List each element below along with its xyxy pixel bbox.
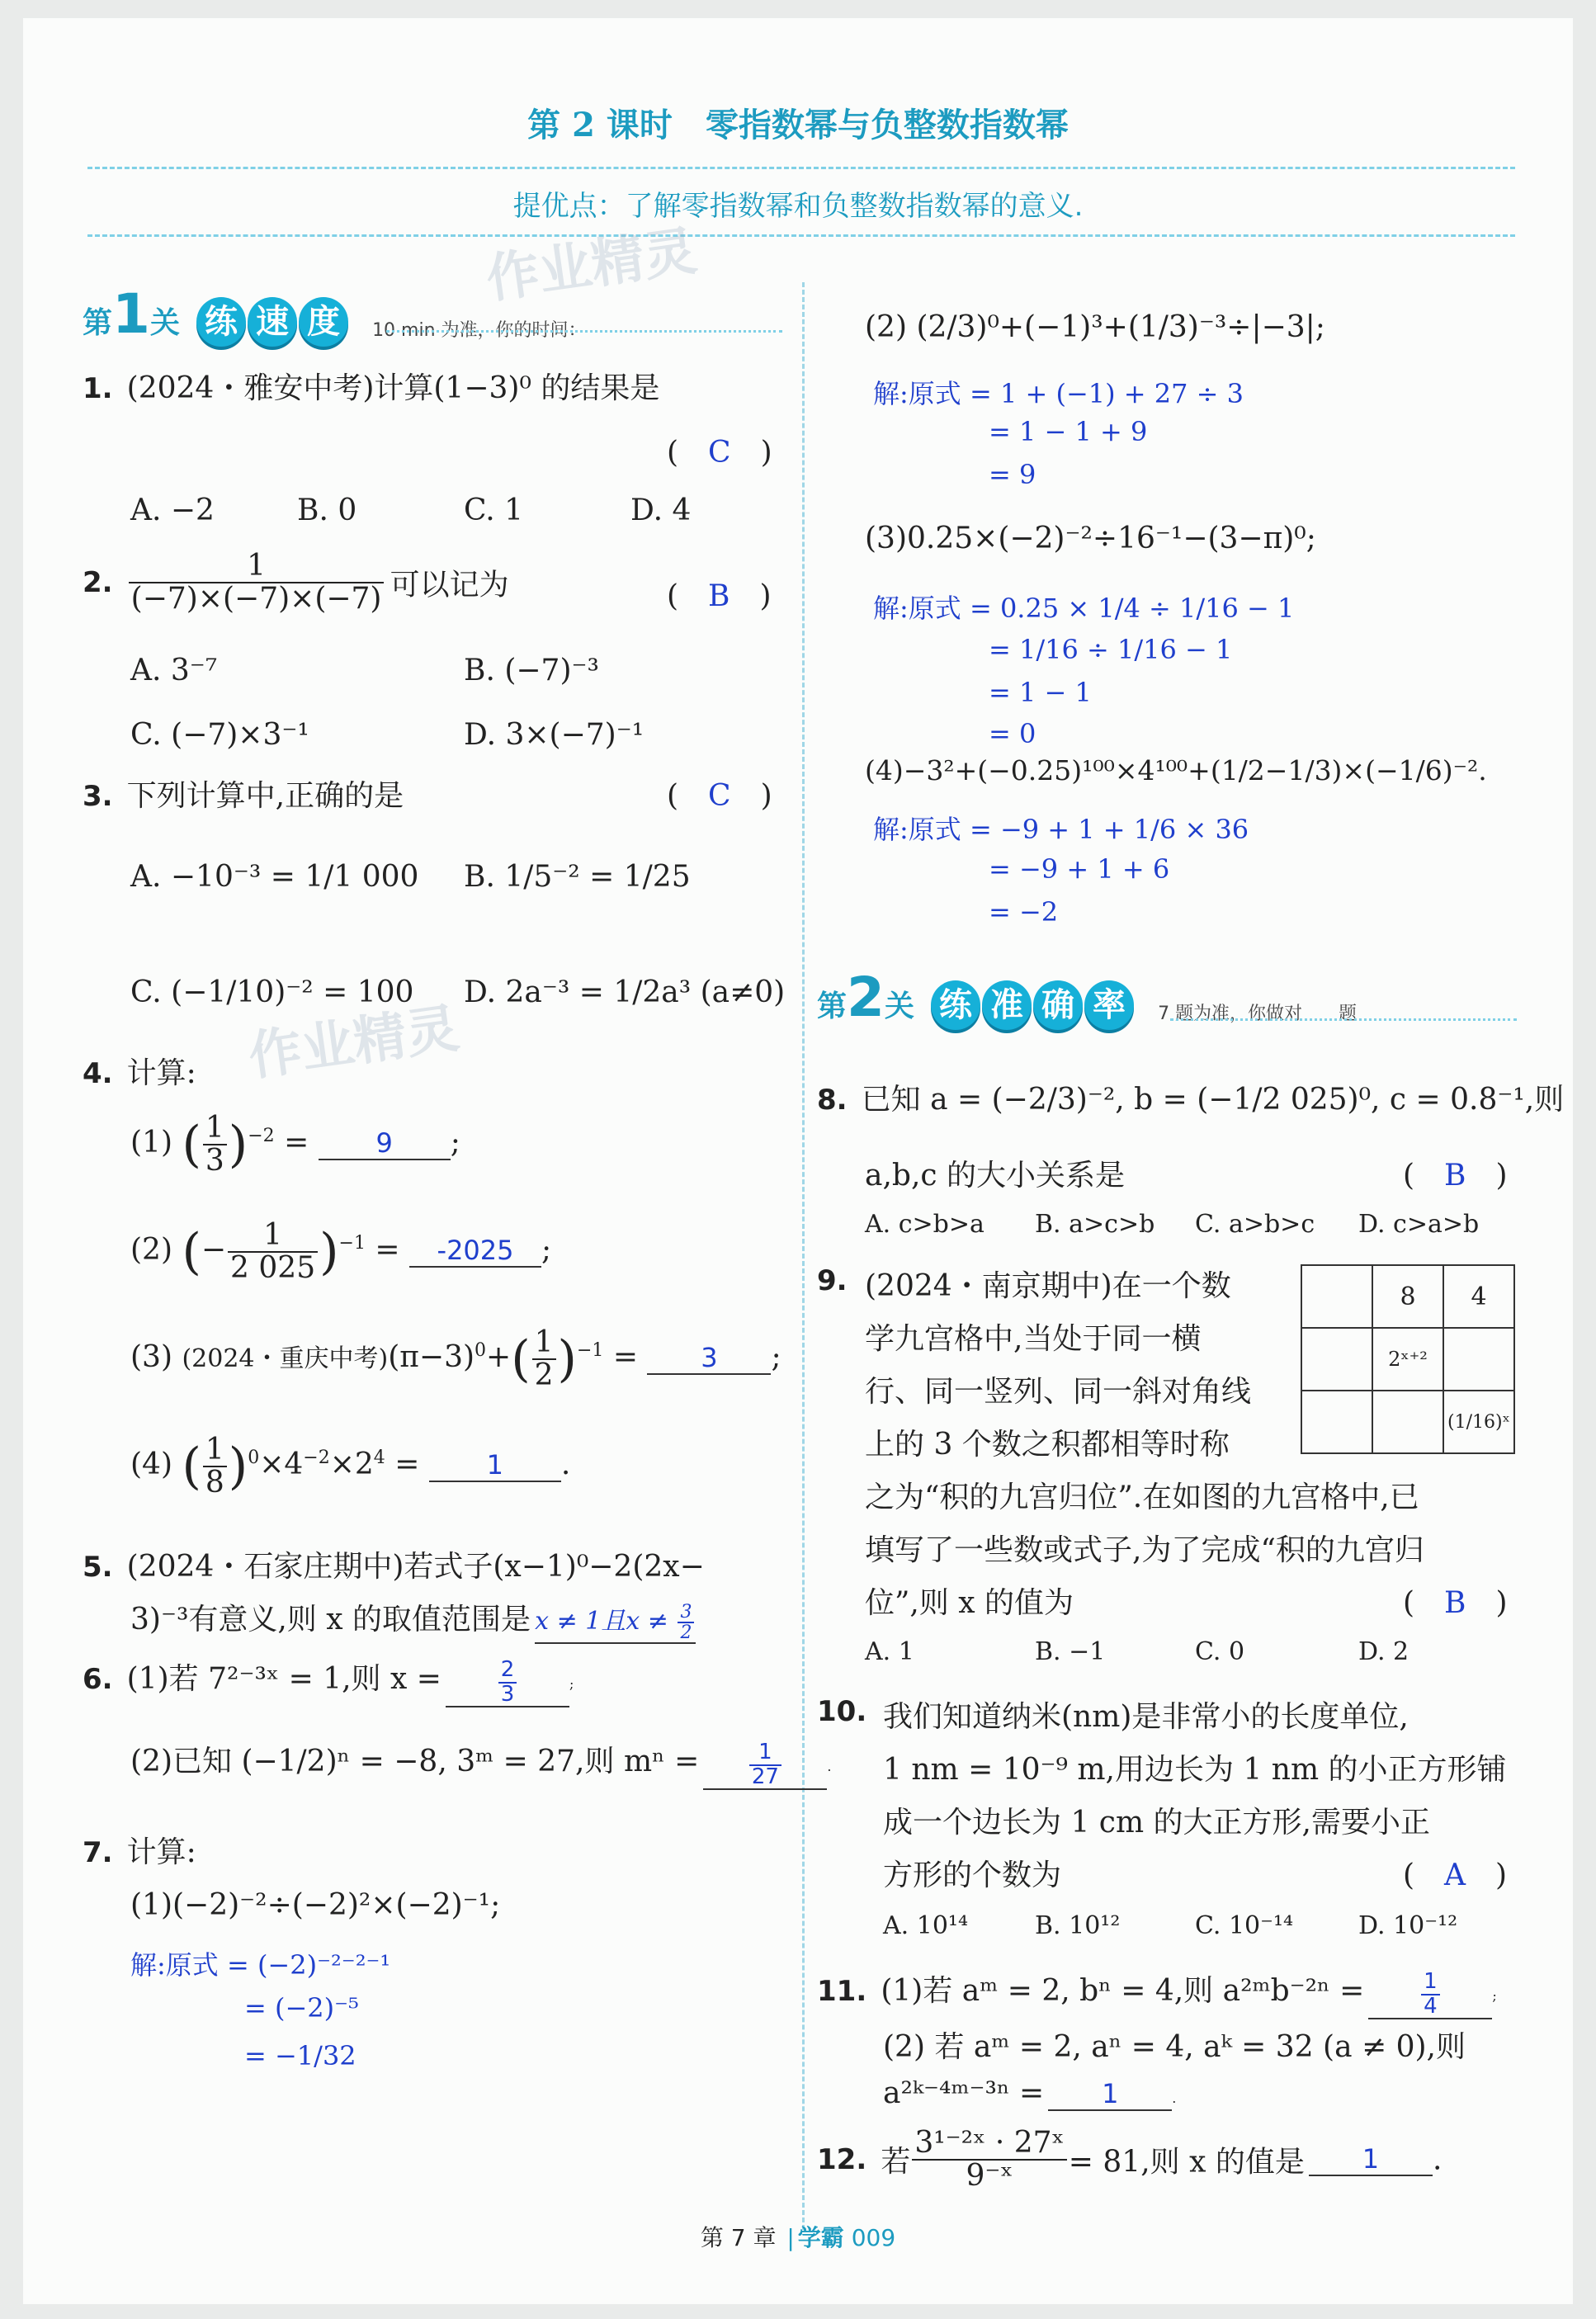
q2-fraction xyxy=(129,550,385,615)
q9-opt-a: A. 1 xyxy=(865,1637,914,1666)
section2-badge-1: 练 xyxy=(931,980,980,1030)
q1-answer-box: ( C ) xyxy=(667,436,772,470)
q6-part1: 6. (1)若 7²⁻³ˣ = 1,则 x = $\frac{2}{3}$ ; xyxy=(83,1657,574,1707)
q4-stem: 计算: xyxy=(126,1056,196,1090)
q2-frac-num: 1 xyxy=(129,550,385,583)
q3-opt-c: C. (−1/10)⁻² = 100 xyxy=(130,975,414,1009)
grid-cell xyxy=(1301,1265,1372,1328)
q5-text-1: (2024・石家庄期中)若式子(x−1)⁰−2(2x− xyxy=(126,1550,705,1584)
q7-solution3-line2: = 1/16 ÷ 1/16 − 1 xyxy=(989,634,1233,665)
q7-part4: (4)−3²+(−0.25)¹⁰⁰×4¹⁰⁰+(1/2−1/3)×(−1/6)⁻². xyxy=(865,754,1487,786)
grid-cell: 8 xyxy=(1372,1265,1443,1328)
q2-opt-c: C. (−7)×3⁻¹ xyxy=(130,718,309,752)
q2-answer: B xyxy=(708,579,730,613)
q12-tail: = 81,则 x 的值是 xyxy=(1068,2145,1305,2180)
q10-line-4: 方形的个数为 xyxy=(883,1859,1062,1892)
q11-part1: 11. (1)若 aᵐ = 2, bⁿ = 4,则 a²ᵐb⁻²ⁿ = $\frac{1}{4}$ ; xyxy=(817,1969,1497,2019)
q4-answer-2: -2025 xyxy=(409,1235,541,1268)
q9-line-4: 上的 3 个数之积都相等时称 xyxy=(865,1428,1230,1462)
q12-frac-num: 3¹⁻²ˣ · 27ˣ xyxy=(912,2128,1066,2161)
q10-opt-b: B. 10¹² xyxy=(1035,1911,1121,1940)
q12-number: 12. xyxy=(817,2142,867,2176)
q3-opt-a: A. −10⁻³ = 1/1 000 xyxy=(130,860,419,894)
q9-opt-b: B. −1 xyxy=(1035,1637,1106,1666)
q8-answer: B xyxy=(1444,1159,1466,1193)
q10-opt-d: D. 10⁻¹² xyxy=(1358,1911,1458,1940)
workbook-page xyxy=(23,18,1573,2304)
q12: 12. 若 $\frac{\text{3¹⁻²ˣ · 27ˣ}}{\text{9⁻ˣ}}$ = 81,则 x 的值是 1 . xyxy=(817,2126,1443,2193)
q9-line-6: 填写了一些数或式子,为了完成“积的九宫归 xyxy=(865,1533,1424,1567)
q6-number: 6. xyxy=(83,1663,113,1696)
q6-text-2: (2)已知 (−1/2)ⁿ = −8, 3ᵐ = 27,则 mⁿ = xyxy=(130,1745,700,1778)
q8-line1 xyxy=(817,1076,1564,1118)
q11-part2b: a²ᵏ⁻⁴ᵐ⁻³ⁿ = 1 . xyxy=(883,2076,1177,2110)
q4-number: 4. xyxy=(83,1057,113,1090)
header-rule-top xyxy=(87,167,1515,169)
tip-text: 提优点：了解零指数幂和负整数指数幂的意义. xyxy=(512,190,1084,223)
q2-stem-tail: 可以记为 xyxy=(390,568,509,602)
watermark-logo-2: 作业精灵 xyxy=(244,998,463,1089)
q7-solution3-line1: 解:原式 = 0.25 × 1/4 ÷ 1/16 − 1 xyxy=(873,593,1295,624)
q6-answer-2 xyxy=(703,1741,827,1790)
q4-part4: (4) ( $\frac{1}{8}$ )$^0\times 4^{-2}\times 2^4 = 1$ . xyxy=(130,1433,571,1500)
q5-answer-text: x ≠ 1且x ≠ xyxy=(535,1607,677,1636)
grid-cell xyxy=(1301,1391,1372,1453)
column-divider xyxy=(802,282,805,2230)
q2-answer-box: ( B ) xyxy=(667,579,772,613)
q7-solution4-line2: = −9 + 1 + 6 xyxy=(989,853,1170,885)
q6-answer-2-den: 27 xyxy=(751,1764,779,1789)
q3-answer-box: ( C ) xyxy=(667,779,772,813)
q1-opt-b: B. 0 xyxy=(297,494,357,527)
q9-opt-c: C. 0 xyxy=(1195,1637,1245,1666)
q7-solution4-line1: 解:原式 = −9 + 1 + 1/6 × 36 xyxy=(873,814,1249,845)
q7-stem: 计算: xyxy=(126,1835,196,1869)
section2-badge-3: 确 xyxy=(1033,980,1083,1030)
section2-suffix: 关 xyxy=(884,989,914,1023)
q3-opt-d: D. 2a⁻³ = 1/2a³ (a≠0) xyxy=(464,975,786,1009)
q3-answer: C xyxy=(708,779,731,813)
q7-solution1-line2: = (−2)⁻⁵ xyxy=(244,1992,359,2024)
section1-suffix: 关 xyxy=(149,306,180,340)
q9-opt-d: D. 2 xyxy=(1358,1637,1409,1666)
q5-answer xyxy=(535,1600,696,1644)
q7-part1: (1)(−2)⁻²÷(−2)²×(−2)⁻¹; xyxy=(130,1888,501,1922)
q9-line-3: 行、同一竖列、同一斜对角线 xyxy=(865,1375,1252,1409)
q6-answer-1-den: 3 xyxy=(500,1681,515,1707)
q7-part3: (3)0.25×(−2)⁻²÷16⁻¹−(3−π)⁰; xyxy=(865,522,1316,555)
section1-num: 1 xyxy=(112,282,150,346)
q9-line-7: 位”,则 x 的值为 xyxy=(865,1586,1074,1620)
q8-opt-c: C. a>b>c xyxy=(1195,1210,1315,1239)
q1-number: 1. xyxy=(83,372,113,405)
q7-solution1-line3: = −1/32 xyxy=(244,2040,357,2071)
q3 xyxy=(83,772,404,815)
section2-num: 2 xyxy=(847,966,885,1029)
q4-answer-4: 1 xyxy=(429,1449,561,1482)
q7-number: 7. xyxy=(83,1836,113,1869)
section1-badge-2: 速 xyxy=(248,297,297,347)
q11-answer-1-den: 4 xyxy=(1424,1993,1438,2019)
q8-opt-d: D. c>a>b xyxy=(1358,1210,1480,1239)
q2-number: 2. xyxy=(83,565,113,599)
q5-line1 xyxy=(83,1543,705,1585)
section2-badge-2: 准 xyxy=(982,980,1032,1030)
q10-line-1: 我们知道纳米(nm)是非常小的长度单位, xyxy=(883,1700,1409,1734)
q9-number: 9. xyxy=(817,1264,848,1297)
q12-frac-den: 9⁻ˣ xyxy=(966,2158,1013,2193)
q1-opt-a: A. −2 xyxy=(130,494,215,527)
q9-line-1: (2024・南京期中)在一个数 xyxy=(865,1269,1231,1303)
q11-text-1: (1)若 aᵐ = 2, bⁿ = 4,则 a²ᵐb⁻²ⁿ = xyxy=(881,1974,1365,2008)
q11-answer-1-num: 1 xyxy=(1421,1971,1440,1995)
q2 xyxy=(83,550,509,615)
q8-opt-a: A. c>b>a xyxy=(865,1210,985,1239)
q5-text-2: 3)⁻³有意义,则 x 的取值范围是 xyxy=(130,1603,531,1637)
q11-text-2b: a²ᵏ⁻⁴ᵐ⁻³ⁿ = xyxy=(883,2076,1045,2110)
q7-solution1-line1: 解:原式 = (−2)⁻²⁻²⁻¹ xyxy=(130,1949,391,1981)
q12-answer: 1 xyxy=(1309,2143,1433,2176)
q10-line-3: 成一个边长为 1 cm 的大正方形,需要小正 xyxy=(883,1806,1430,1840)
q8-number: 8. xyxy=(817,1084,848,1117)
q12-fraction xyxy=(912,2128,1066,2192)
q9-answer: B xyxy=(1444,1586,1466,1620)
watermark-logo: 作业精灵 xyxy=(482,220,701,311)
q4-answer-1: 9 xyxy=(319,1127,451,1160)
q9-line-2: 学九宫格中,当处于同一横 xyxy=(865,1322,1202,1356)
q10-number: 10. xyxy=(817,1695,867,1728)
grid-cell: 4 xyxy=(1443,1265,1514,1328)
q10-opt-a: A. 10¹⁴ xyxy=(883,1911,968,1940)
q1-answer: C xyxy=(708,436,731,470)
q8-text-1: 已知 a = (−2/3)⁻², b = (−1/2 025)⁰, c = 0.8⁻¹,则 xyxy=(861,1083,1565,1117)
section2-prefix: 第 xyxy=(817,989,848,1023)
q3-stem: 下列计算中,正确的是 xyxy=(126,779,404,813)
q9-answer-box: ( B ) xyxy=(1403,1586,1508,1620)
q2-opt-a: A. 3⁻⁷ xyxy=(130,654,218,687)
q7-solution3-line3: = 1 − 1 xyxy=(989,677,1092,708)
q9-magic-grid xyxy=(1301,1264,1515,1454)
q6-answer-2-num: 1 xyxy=(749,1741,781,1765)
q10-answer-box: ( A ) xyxy=(1403,1859,1508,1892)
q3-opt-b: B. 1/5⁻² = 1/25 xyxy=(464,860,691,894)
q5-answer-num: 3 xyxy=(678,1603,694,1623)
q8-text-2: a,b,c 的大小关系是 xyxy=(865,1159,1126,1193)
q4-part2: (2) (− $\frac{1}{2 025}$ )$^{-1}$ = -2025 ; xyxy=(130,1218,552,1285)
q3-number: 3. xyxy=(83,780,113,813)
grid-cell xyxy=(1372,1391,1443,1453)
q7-part2: (2) (2/3)⁰+(−1)³+(1/3)⁻³÷|−3|; xyxy=(865,310,1325,344)
q2-frac-den: (−7)×(−7)×(−7) xyxy=(130,581,382,616)
q7-solution2-line2: = 1 − 1 + 9 xyxy=(989,416,1148,447)
section1-note: 10 min 为准，你的时间： xyxy=(372,320,587,341)
section1-badge-1: 练 xyxy=(196,297,246,347)
q6-text-1: (1)若 7²⁻³ˣ = 1,则 x = xyxy=(126,1662,441,1696)
section1-prefix: 第 xyxy=(83,306,113,340)
q11-number: 11. xyxy=(817,1975,867,2008)
footer: 第 7 章 | 学霸 009 xyxy=(700,2224,896,2251)
q9-line-5: 之为“积的九宫归位”.在如图的九宫格中,已 xyxy=(865,1481,1419,1514)
q1-opt-c: C. 1 xyxy=(464,494,524,527)
q11-text-2: (2) 若 aᵐ = 2, aⁿ = 4, aᵏ = 32 (a ≠ 0),则 xyxy=(883,2030,1466,2064)
q10-answer: A xyxy=(1444,1859,1466,1892)
q6-part2: (2)已知 (−1/2)ⁿ = −8, 3ᵐ = 27,则 mⁿ = $\frac{1}{27}$ . xyxy=(130,1740,832,1789)
footer-chapter: 第 7 章 xyxy=(700,2224,777,2251)
section1-rule xyxy=(386,330,782,333)
header-rule-bottom xyxy=(87,234,1515,237)
grid-cell: 2ˣ⁺² xyxy=(1372,1328,1443,1391)
q8-answer-box: ( B ) xyxy=(1403,1159,1508,1193)
q2-opt-d: D. 3×(−7)⁻¹ xyxy=(464,718,645,752)
q11-answer-2: 1 xyxy=(1048,2078,1172,2111)
q10-opt-c: C. 10⁻¹⁴ xyxy=(1195,1911,1294,1940)
q4-answer-3: 3 xyxy=(647,1342,771,1375)
q6-answer-1 xyxy=(446,1659,569,1707)
grid-cell xyxy=(1301,1328,1372,1391)
grid-cell: (1/16)ˣ xyxy=(1443,1391,1514,1453)
footer-page: 009 xyxy=(851,2224,896,2251)
q5-number: 5. xyxy=(83,1551,113,1584)
q5-answer-den: 2 xyxy=(680,1622,692,1643)
section1-header xyxy=(83,282,587,347)
q10-line-2: 1 nm = 10⁻⁹ m,用边长为 1 nm 的小正方形铺 xyxy=(883,1753,1507,1787)
section2-badge-4: 率 xyxy=(1084,980,1134,1030)
q11-answer-1 xyxy=(1368,1971,1492,2019)
q8-opt-b: B. a>c>b xyxy=(1035,1210,1155,1239)
q4-part1: (1) ( $\frac{1}{3}$ )$^{-2}$ = 9 ; xyxy=(130,1111,460,1178)
q5-line2 xyxy=(130,1596,696,1644)
q4-part3: (3) (2024・重庆中考)$(\pi-3)^0+$( $\frac{1}{2}$ )$^{-1}$ = 3 ; xyxy=(130,1325,781,1392)
footer-brand: 学霸 xyxy=(797,2224,844,2251)
q12-pre: 若 xyxy=(881,2145,911,2180)
grid-cell xyxy=(1443,1328,1514,1391)
q7-solution3-line4: = 0 xyxy=(989,718,1036,749)
q6-answer-1-num: 2 xyxy=(498,1659,517,1683)
section2-note: 7 题为准，你做对 题 xyxy=(1158,1004,1358,1024)
q4 xyxy=(83,1050,196,1092)
q2-opt-b: B. (−7)⁻³ xyxy=(464,654,599,687)
q1 xyxy=(83,365,659,407)
q1-opt-d: D. 4 xyxy=(630,494,692,527)
section1-badge-3: 度 xyxy=(299,297,348,347)
lesson-title: 第 2 课时 零指数幂与负整数指数幂 xyxy=(527,106,1069,144)
q7-solution2-line1: 解:原式 = 1 + (−1) + 27 ÷ 3 xyxy=(873,378,1244,409)
q1-stem: (2024・雅安中考)计算(1−3)⁰ 的结果是 xyxy=(126,371,660,405)
q7 xyxy=(83,1829,196,1871)
q7-solution4-line3: = −2 xyxy=(989,896,1059,928)
q7-solution2-line3: = 9 xyxy=(989,459,1036,490)
section2-rule xyxy=(1170,1018,1517,1021)
